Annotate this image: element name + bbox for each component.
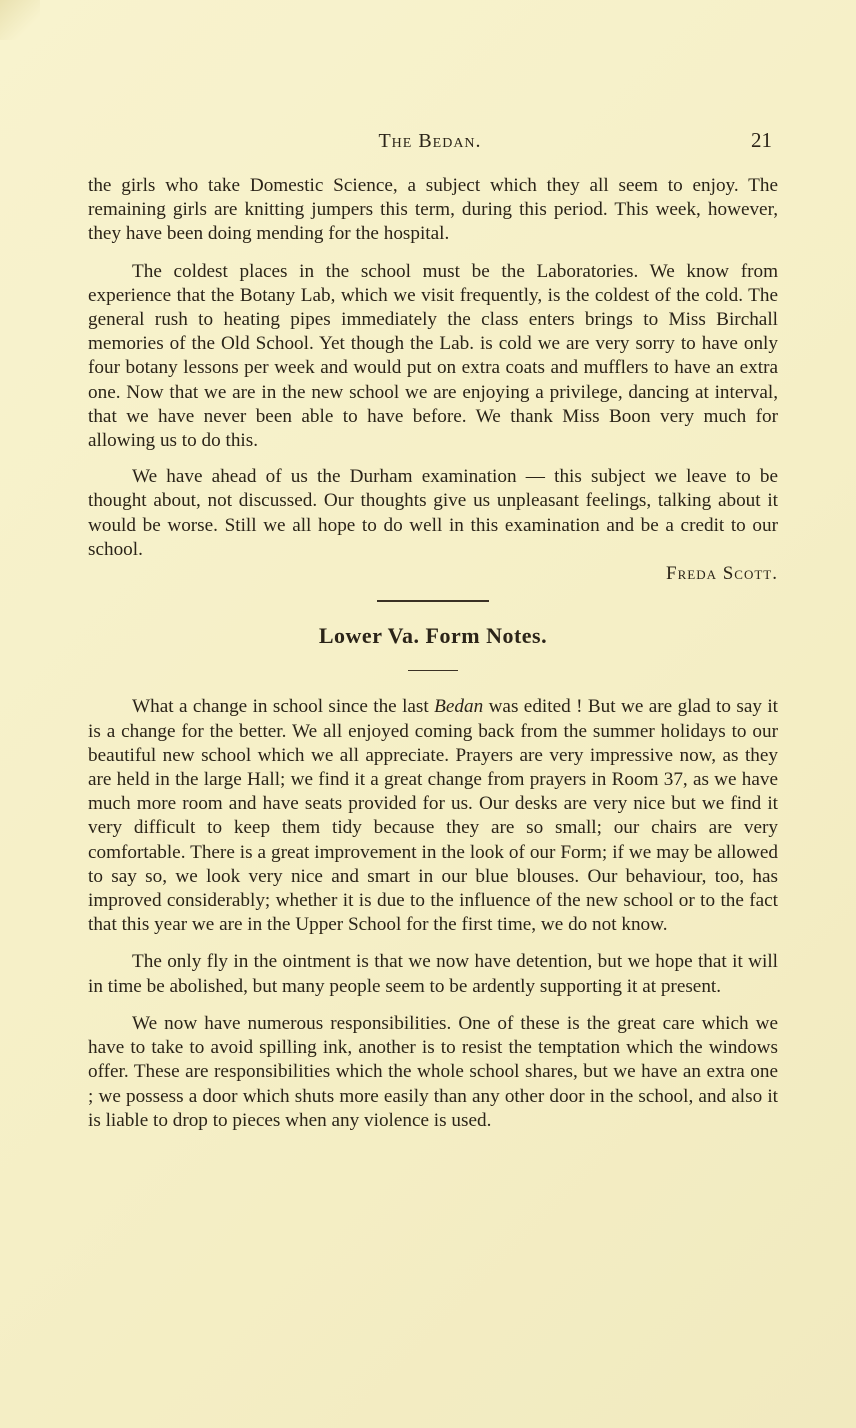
section-heading: Lower Va. Form Notes. (318, 623, 548, 649)
section-divider (377, 600, 489, 602)
article1-paragraph-1: the girls who take Domestic Science, a subject which they all seem to enjoy. The remaining girls are knitting jumpers this term, during this period. This week, however, they have been doing mending for the hospital. (88, 175, 778, 245)
article2-paragraph-2: The only fly in the ointment is that we now have detention, but we hope that it will in time be abolished, but many people seem to be ardently supporting it at present. (88, 951, 778, 997)
magazine-name-italic: Bedan (434, 696, 484, 718)
article2-paragraph-1-start: What a change in school since the last (132, 696, 435, 718)
heading-rule (408, 670, 458, 671)
article2-paragraph-1 (88, 695, 778, 937)
page-corner-shadow (0, 0, 40, 40)
running-title: The Bedan. (378, 130, 482, 152)
article2-paragraph-3: We now have numerous responsibilities. One of these is the great care which we have to take to avoid spilling ink, another is to resist the temptation which the windows offer. These are responsibilities which the whole school shares, but we have an extra one ; we possess a door which shuts more easily than any other door in the school, and also it is liable to drop to pieces when any violence is used. (88, 1012, 778, 1131)
page-number: 21 (751, 128, 772, 152)
page-header (88, 128, 772, 158)
page-body (88, 174, 778, 1133)
article1-paragraph-3: We have ahead of us the Durham examination — this subject we leave to be thought about, not discussed. Our thoughts give us unpleasant feelings, talking about it would be worse. Still we all hope to do well in this examination and be a credit to our school. (88, 466, 778, 560)
article1-paragraph-2: The coldest places in the school must be the Laboratories. We know from experience that the Botany Lab, which we visit frequently, is the coldest of the cold. The general rush to heating pipes immediately the class enters brings to Miss Birchall memories of the Old School. Yet though the Lab. is cold we are very sorry to have only four botany lessons per week and would put on extra coats and mufflers to have an extra one. Now that we are in the new school we are enjoying a privilege, dancing at interval, that we have never been able to have before. We thank Miss Boon very much for allowing us to do this. (88, 260, 778, 452)
author-signature: Freda Scott. (666, 563, 778, 585)
article2-paragraph-1-rest: was edited ! But we are glad to say it is a change for the better. We all enjoyed coming back from the summer holidays to our beautiful new school which we all appreciate. Prayers are very impressive now, as they are held in the large Hall; we find it a great change from prayers in Room 37, as we have much more room and have seats provided for us. Our desks are very nice but we find it very difficult to keep them tidy because they are so small; our chairs are very comfortable. There is a great improvement in the look of our Form; if we may be allowed to say so, we look very nice and smart in our blue blouses. Our behaviour, too, has improved considerably; whether it is due to the influence of the new school or to the fact that this year we are in the Upper School for the first time, we do not know. (88, 696, 779, 936)
